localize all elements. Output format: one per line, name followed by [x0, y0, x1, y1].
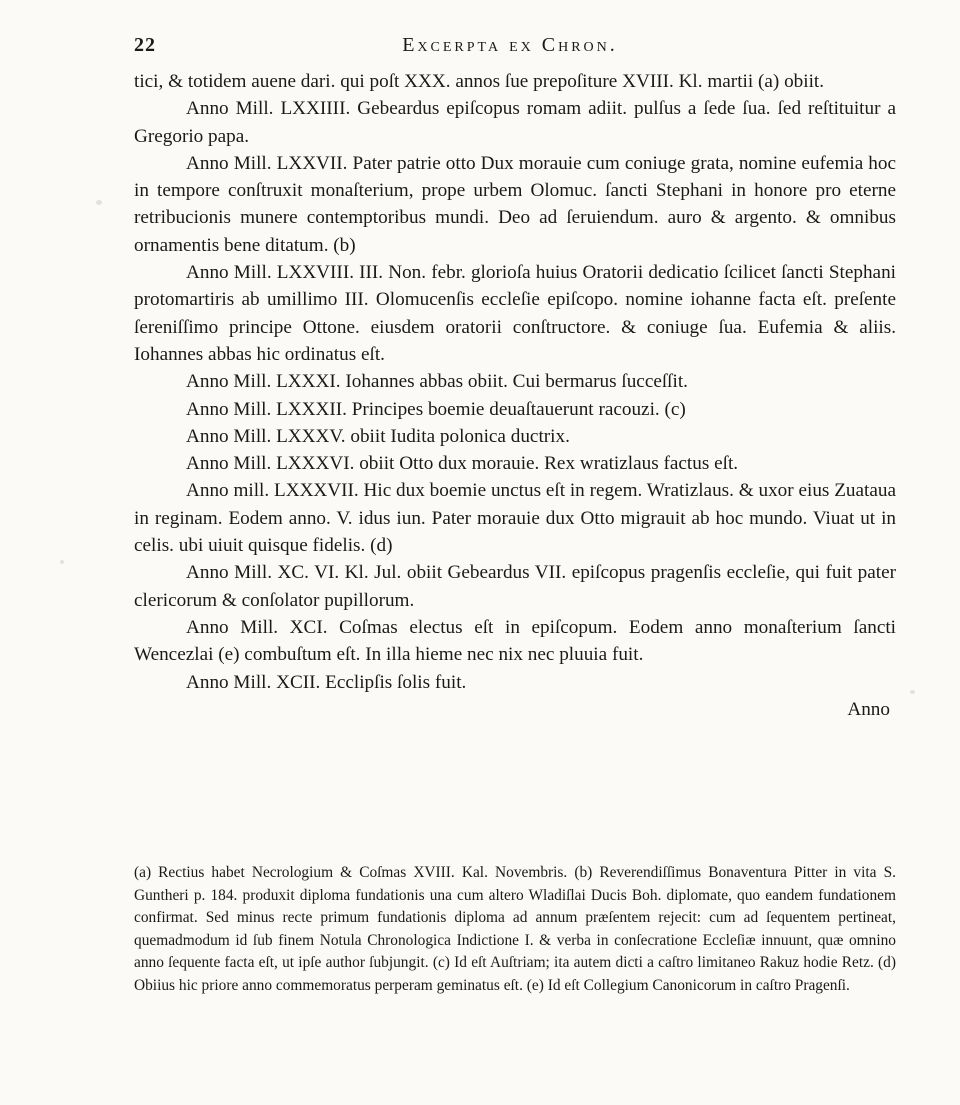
text-paragraph: Anno Mill. LXXXII. Principes boemie deuaſtauerunt racouzi. (c)	[186, 398, 686, 420]
text-paragraph: Anno Mill. XC. VI. Kl. Jul. obiit Gebeardus VII. epiſcopus pragenſis eccleſie, qui fuit pater clericorum & conſolator pupillorum.	[134, 562, 896, 611]
footnotes	[134, 862, 896, 997]
ink-speck	[910, 690, 915, 694]
running-head	[130, 34, 890, 60]
text-paragraph: Anno Mill. LXXXVI. obiit Otto dux morauie. Rex wratizlaus factus eſt.	[186, 453, 739, 475]
catchword: Anno	[847, 698, 890, 720]
text-paragraph: Anno Mill. XCII. Ecclipſis ſolis fuit.	[186, 671, 467, 693]
main-text	[134, 68, 896, 723]
ink-speck	[60, 560, 64, 564]
text-paragraph: Anno mill. LXXXVII. Hic dux boemie unctus eſt in regem. Wratizlaus. & uxor eius Zuataua in reginam. Eodem anno. V. idus iun. Pater morauie dux Otto migrauit ab hoc mundo. Viuat ut in celis. ubi uiuit quisque fidelis. (d)	[134, 480, 896, 557]
text-paragraph: tici, & totidem auene dari. qui poſt XXX. annos ſue prepoſiture XVIII. Kl. martii (a) obiit.	[134, 71, 825, 92]
ink-speck	[96, 200, 102, 205]
running-title: Excerpta ex Chron.	[402, 34, 618, 56]
text-paragraph: Anno Mill. XCI. Coſmas electus eſt in epiſcopum. Eodem anno monaſterium ſancti Wencezlai (e) combuſtum eſt. In illa hieme nec nix nec pluuia fuit.	[134, 616, 896, 666]
text-paragraph: Anno Mill. LXXXV. obiit Iudita polonica ductrix.	[186, 425, 570, 447]
text-paragraph: Anno Mill. LXXIIII. Gebeardus epiſcopus romam adiit. pulſus a ſede ſua. ſed reſtituitur a Gregorio papa.	[134, 98, 896, 147]
footnote-text: (a) Rectius habet Necrologium & Coſmas XVIII. Kal. Novembris. (b) Reverendiſſimus Bonaventura Pitter in vita S. Guntheri p. 184. produxit diploma fundationis una cum altero Wladiſlai Ducis Boh. diplomate, quo eandem fundationem confirmat. Sed minus recte primum fundationis diploma ad annum præſentem rejecit: cum ad ſequentem pertineat, quemadmodum id ſub finem Notula Chronologica Indictione I. & verba in conſecratione Eccleſiæ innuunt, quæ omnino anno ſequente facta eſt, ut ipſe author ſubjungit. (c) Id eſt Auſtriam; ita autem dicti a caſtro limitaneo Rakuz hodie Retz. (d) Obiius hic priore anno commemoratus perperam geminatus eſt. (e) Id eſt Collegium Canonicorum in caſtro Pragenſi.	[134, 864, 896, 994]
text-paragraph: Anno Mill. LXXXI. Iohannes abbas obiit. Cui bermarus ſucceſſit.	[186, 371, 688, 393]
page-number: 22	[134, 34, 156, 56]
text-paragraph: Anno Mill. LXXVIII. III. Non. febr. glorioſa huius Oratorii dedicatio ſcilicet ſancti Stephani protomartiris ab umillimo III. Olomucenſis eccleſie epiſcopo. nomine iohanne facta eſt. preſente ſereniſſimo principe Ottone. eiusdem oratorii conſtructore. & coniuge ſua. Eufemia & aliis. Iohannes abbas hic ordinatus eſt.	[134, 262, 896, 365]
text-paragraph: Anno Mill. LXXVII. Pater patrie otto Dux morauie cum coniuge grata, nomine eufemia hoc in tempore conſtruxit monaſterium, prope urbem Olomuc. ſancti Stephani in honore pro eterne retribucionis munere contemptoribus mundi. Deo ad ſeruiendum. auro & argento. & omnibus ornamentis bene ditatum. (b)	[134, 152, 896, 256]
